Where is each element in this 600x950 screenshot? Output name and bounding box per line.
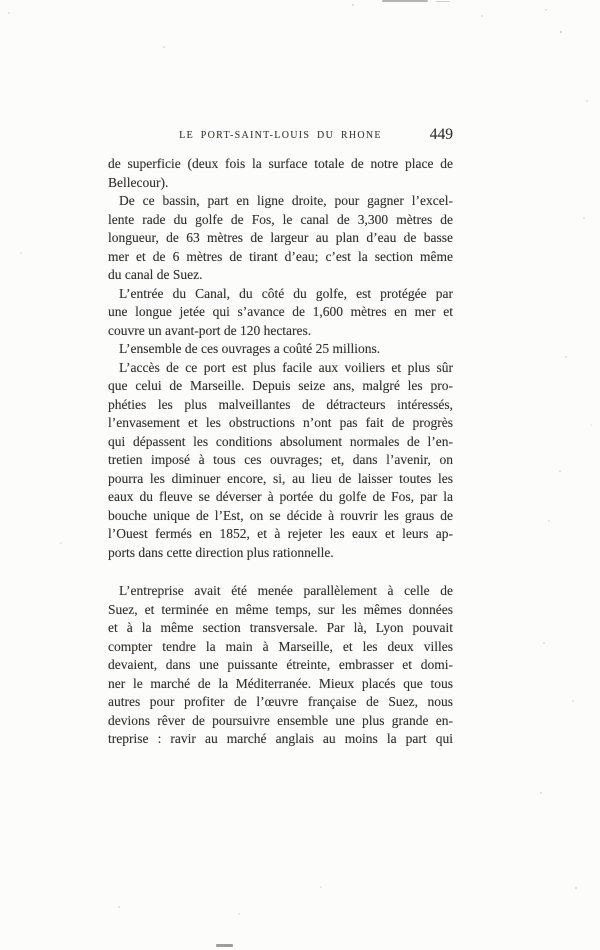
page-number: 449	[429, 126, 453, 143]
text-line: L’entreprise avait été menée parallèlement à celle de	[119, 583, 453, 598]
text-line: phéties les plus malveillantes de détracteurs intéressés,	[108, 396, 453, 412]
text-line: eaux du fleuve se déverser à portée du golfe de Fos, par la	[108, 489, 453, 504]
text-line: devions rêver de poursuivre ensemble une plus grande en-	[108, 712, 453, 728]
text-line: devaient, dans une puissante étreinte, embrasser et domi-	[108, 657, 453, 672]
text-line: pourra les diminuer encore, si, au lieu de laisser toutes les	[108, 470, 453, 486]
text-line: lente rade du golfe de Fos, le canal de 3,300 mètres de	[108, 211, 453, 227]
text-line: du canal de Suez.	[108, 267, 203, 282]
text-line: L’entrée du Canal, du côté du golfe, est protégée par	[119, 285, 453, 301]
text-line: bouche unique de l’Est, on se décide à rouvrir les graus de	[108, 507, 453, 523]
paragraph	[108, 285, 453, 341]
text-line: De ce bassin, part en ligne droite, pour gagner l’excel-	[119, 193, 453, 208]
scan-smudge-icon	[382, 0, 428, 2]
text-line: treprise : ravir au marché anglais au moins la part qui	[108, 731, 453, 746]
text-line: tretien imposé à tous ces ouvrages; et, dans l’avenir, on	[108, 452, 453, 467]
text-line: L’accès de ce port est plus facile aux voiliers et plus sûr	[119, 359, 453, 375]
text-line: longueur, de 63 mètres de largeur au plan d’eau de basse	[108, 230, 453, 245]
paragraph	[108, 192, 453, 285]
paragraph	[108, 582, 453, 749]
header-title: LE PORT-SAINT-LOUIS DU RHONE	[179, 130, 382, 141]
text-line: l’Ouest fermés en 1852, et à rejeter les eaux et leurs ap-	[108, 526, 453, 541]
scan-mark-icon	[216, 944, 233, 947]
text-line: ports dans cette direction plus rationnelle.	[108, 544, 334, 560]
text-line: une longue jetée qui s’avance de 1,600 mètres en mer et	[108, 304, 453, 319]
text-line: qui dépassent les conditions absolument normales de l’en-	[108, 433, 453, 449]
text-line: et à la même section transversale. Par là, Lyon pouvait	[108, 620, 453, 635]
text-line: couvre un avant-port de 120 hectares.	[108, 322, 312, 338]
scan-smudge-icon	[436, 1, 450, 2]
text-line: que celui de Marseille. Depuis seize ans, malgré les pro-	[108, 378, 453, 393]
paragraph	[108, 340, 453, 359]
text-line: Bellecour).	[108, 174, 169, 190]
text-line: ner le marché de la Méditerranée. Mieux placés que tous	[108, 675, 453, 691]
text-line: compter tendre la main à Marseille, et les deux villes	[108, 638, 453, 654]
text-line: L’ensemble de ces ouvrages a coûté 25 millions.	[119, 341, 381, 356]
running-header	[108, 127, 453, 145]
scan-specks-icon	[0, 0, 2, 2]
text-line: autres pour profiter de l’œuvre française de Suez, nous	[108, 694, 453, 709]
text-line: l’envasement et les obstructions n’ont pas fait de progrès	[108, 415, 453, 430]
text-line: Suez, et terminée en même temps, sur les mêmes données	[108, 601, 453, 617]
paragraph	[108, 155, 453, 192]
text-line: mer et de 6 mètres de tirant d’eau; c’est la section même	[108, 248, 453, 264]
text-line: de superficie (deux fois la surface totale de notre place de	[108, 156, 453, 171]
paragraph	[108, 359, 453, 563]
page-body	[108, 155, 453, 749]
